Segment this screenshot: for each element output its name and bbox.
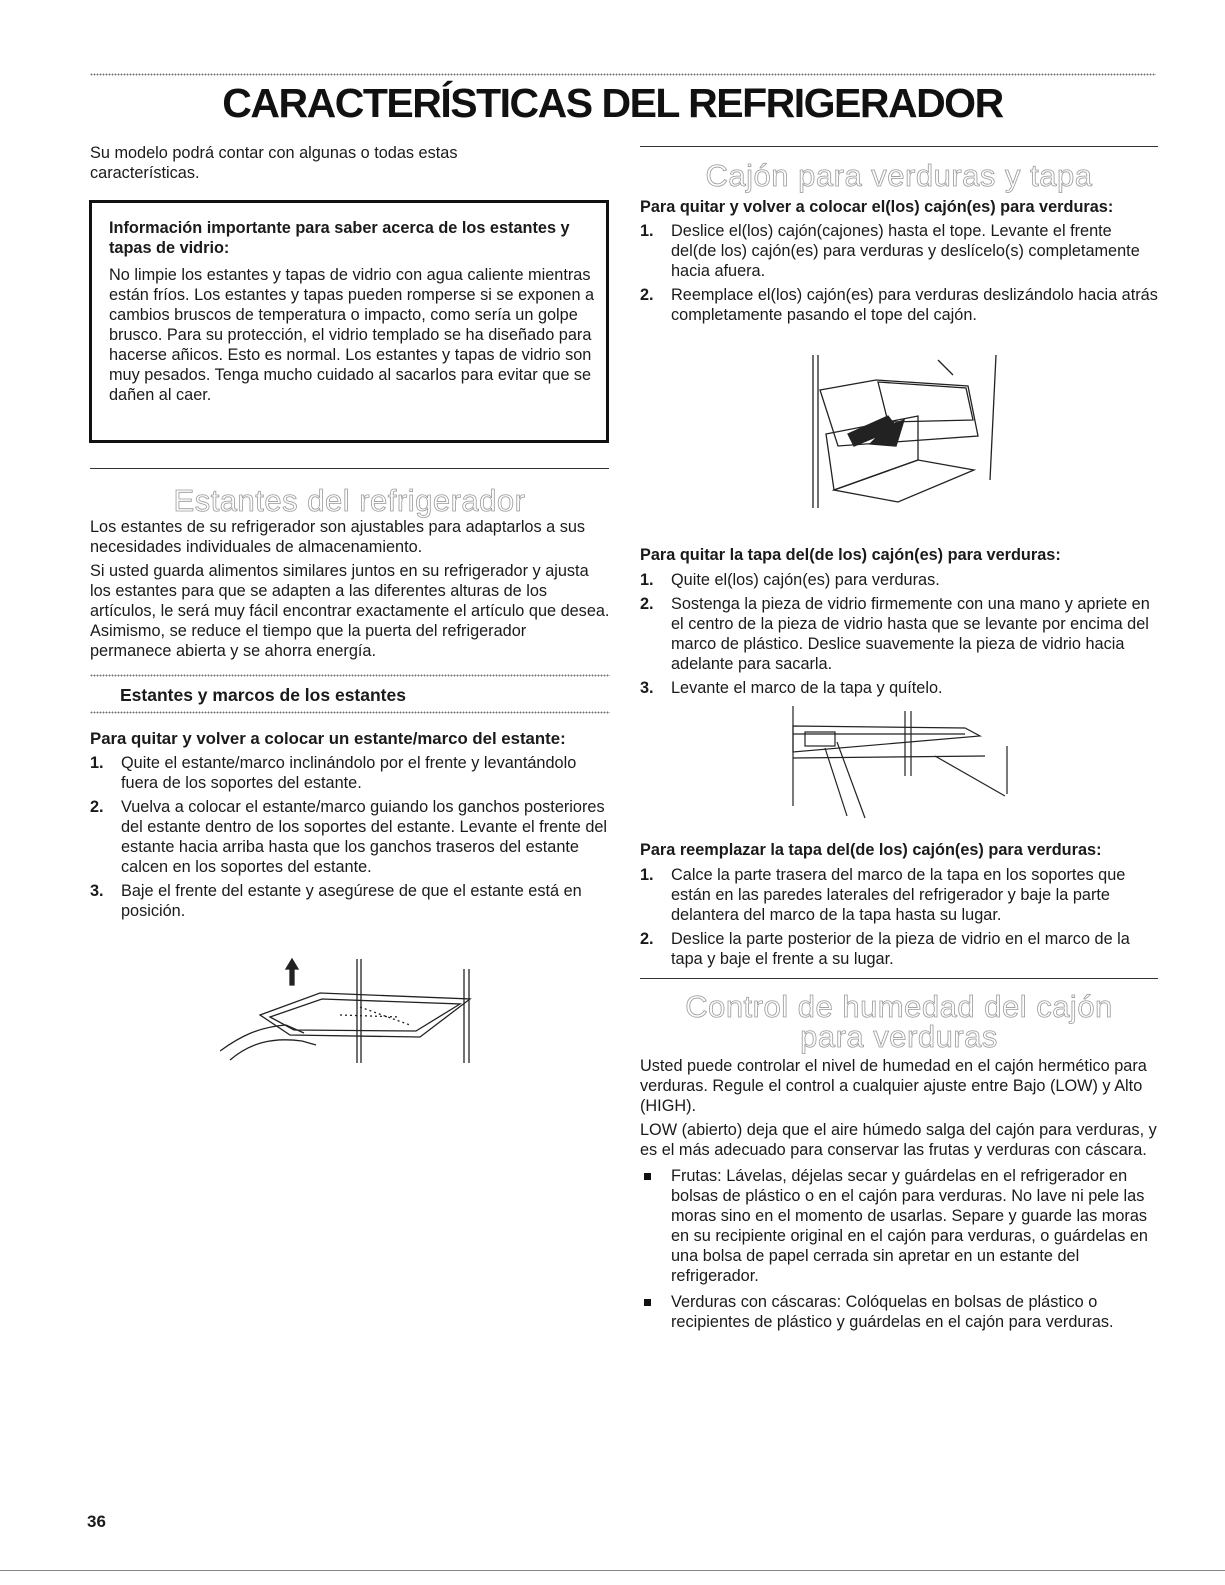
shelf-steps-list <box>90 753 610 921</box>
subsection-bottom-rule <box>90 711 610 714</box>
crisper-steps-list <box>640 221 1160 325</box>
crisper-divider <box>640 146 1158 147</box>
humidity-text <box>640 1056 1162 1332</box>
shelves-paragraph-2: Si usted guarda alimentos similares juntos en su refrigerador y ajusta los estantes para que se adapten a las diferentes alturas de los artículos, le será muy fácil encontrar exactamente el artículo que desea. Asimismo, se reduce el tiempo que la puerta del refrigerador permanece abierta y se ahorra energía. <box>90 562 610 660</box>
list-item: 3. Baje el frente del estante y asegúrese de que el estante está en posición. <box>90 882 582 920</box>
list-item: 2. Sostenga la pieza de vidrio firmemente con una mano y apriete en el centro de la pieza de vidrio hasta que se levante por encima del marco de plástico. Deslice suavemente la pieza de vidrio hacia adelante para sacarla. <box>640 595 1150 673</box>
list-item: 1. Deslice el(los) cajón(cajones) hasta el tope. Levante el frente del(de los) cajón(es) para verduras y deslícelo(s) completamente hacia afuera. <box>640 222 1140 280</box>
bottom-rule <box>0 1570 1225 1571</box>
cover-replace-section <box>640 840 1160 969</box>
list-item: Verduras con cáscaras: Colóquelas en bolsas de plástico o recipientes de plástico y guárdelas en el cajón para verduras. <box>640 1292 1162 1332</box>
humidity-divider <box>640 978 1158 979</box>
warning-heading: Información importante para saber acerca de los estantes y tapas de vidrio: <box>109 219 570 257</box>
intro-text: Su modelo podrá contar con algunas o todas estas características. <box>90 144 458 182</box>
list-item: Frutas: Lávelas, déjelas secar y guárdelas en el refrigerador en bolsas de plástico o en el cajón para verduras. No lave ni pele las moras sino en el momento de usarlas. Separe y guarde las moras en su recipiente original en el cajón para verduras, o guárdelas en una bolsa de papel cerrada sin apretar en un estante del refrigerador. <box>640 1166 1162 1286</box>
cover-replace-steps-list <box>640 865 1160 969</box>
cover-remove-section <box>640 545 1160 698</box>
list-item: 2. Deslice la parte posterior de la pieza de vidrio en el marco de la tapa y baje el frente a su lugar. <box>640 930 1130 968</box>
cover-replace-heading: Para reemplazar la tapa del(de los) cajón(es) para verduras: <box>640 841 1102 859</box>
bullet-square-icon <box>644 1299 651 1306</box>
shelves-divider <box>90 468 609 469</box>
shelves-heading: Estantes del refrigerador <box>173 483 526 518</box>
humidity-paragraph-1: Usted puede controlar el nivel de humedad en el cajón hermético para verduras. Regule el control a cualquier ajuste entre Bajo (LOW) y Alto (HIGH). <box>640 1057 1147 1115</box>
humidity-bullet-list <box>640 1166 1162 1332</box>
list-item: 2. Reemplace el(los) cajón(es) para verduras deslizándolo hacia atrás completamente pasando el tope del cajón. <box>640 286 1158 324</box>
subsection-top-rule <box>90 674 610 677</box>
cover-remove-steps-list <box>640 570 1160 698</box>
shelf-illustration <box>220 955 490 1065</box>
bullet-square-icon <box>644 1173 651 1180</box>
list-item: 1. Quite el(los) cajón(es) para verduras. <box>640 571 940 589</box>
glass-warning-box <box>89 200 609 443</box>
humidity-paragraph-2: LOW (abierto) deja que el aire húmedo salga del cajón para verduras, y es el más adecuado para conservar las frutas y verduras con cáscara. <box>640 1121 1157 1159</box>
shelves-text <box>90 517 610 661</box>
crisper-remove-heading: Para quitar y volver a colocar el(los) cajón(es) para verduras: <box>640 198 1114 216</box>
humidity-heading-line-2: para verduras <box>800 1019 998 1054</box>
list-item: 2. Vuelva a colocar el estante/marco guiando los ganchos posteriores del estante dentro de los soportes del estante. Levante el frente del estante hacia arriba hasta que los ganchos traseros del estante calcen en los soportes del estante. <box>90 798 608 876</box>
warning-body: No limpie los estantes y tapas de vidrio con agua caliente mientras están fríos. Los estantes y tapas pueden romperse si se exponen a cambios bruscos de temperatura o impacto, como sería un golpe brusco. Para su protección, el vidrio templado se ha diseñado para hacerse añicos. Esto es normal. Los estantes y tapas de vidrio son muy pesados. Tenga mucho cuidado al sacarlos para evitar que se dañen al caer. <box>109 266 595 404</box>
shelves-paragraph-1: Los estantes de su refrigerador son ajustables para adaptarlos a sus necesidades individuales de almacenamiento. <box>90 518 586 556</box>
crisper-text <box>640 197 1160 325</box>
shelf-remove-heading: Para quitar y volver a colocar un estante/marco del estante: <box>90 729 566 748</box>
crisper-heading: Cajón para verduras y tapa <box>705 158 1093 193</box>
list-item: 3. Levante el marco de la tapa y quítelo. <box>640 679 943 697</box>
subsection-heading: Estantes y marcos de los estantes <box>120 685 406 705</box>
top-dotted-rule <box>90 73 1156 76</box>
list-item: 1. Quite el estante/marco inclinándolo por el frente y levantándolo fuera de los soportes del estante. <box>90 754 577 792</box>
list-item: 1. Calce la parte trasera del marco de la tapa en los soportes que están en las paredes laterales del refrigerador y baje la parte delantera del marco de la tapa hasta su lugar. <box>640 866 1126 924</box>
cover-remove-heading: Para quitar la tapa del(de los) cajón(es) para verduras: <box>640 546 1061 564</box>
crisper-cover-illustration <box>785 706 1020 821</box>
humidity-heading-line-1: Control de humedad del cajón <box>685 989 1113 1024</box>
shelf-steps <box>90 729 610 921</box>
left-intro <box>90 143 520 183</box>
page-number: 36 <box>87 1512 106 1531</box>
page-title: CARACTERÍSTICAS DEL REFRIGERADOR <box>222 80 1003 126</box>
crisper-drawer-illustration <box>808 350 1008 510</box>
